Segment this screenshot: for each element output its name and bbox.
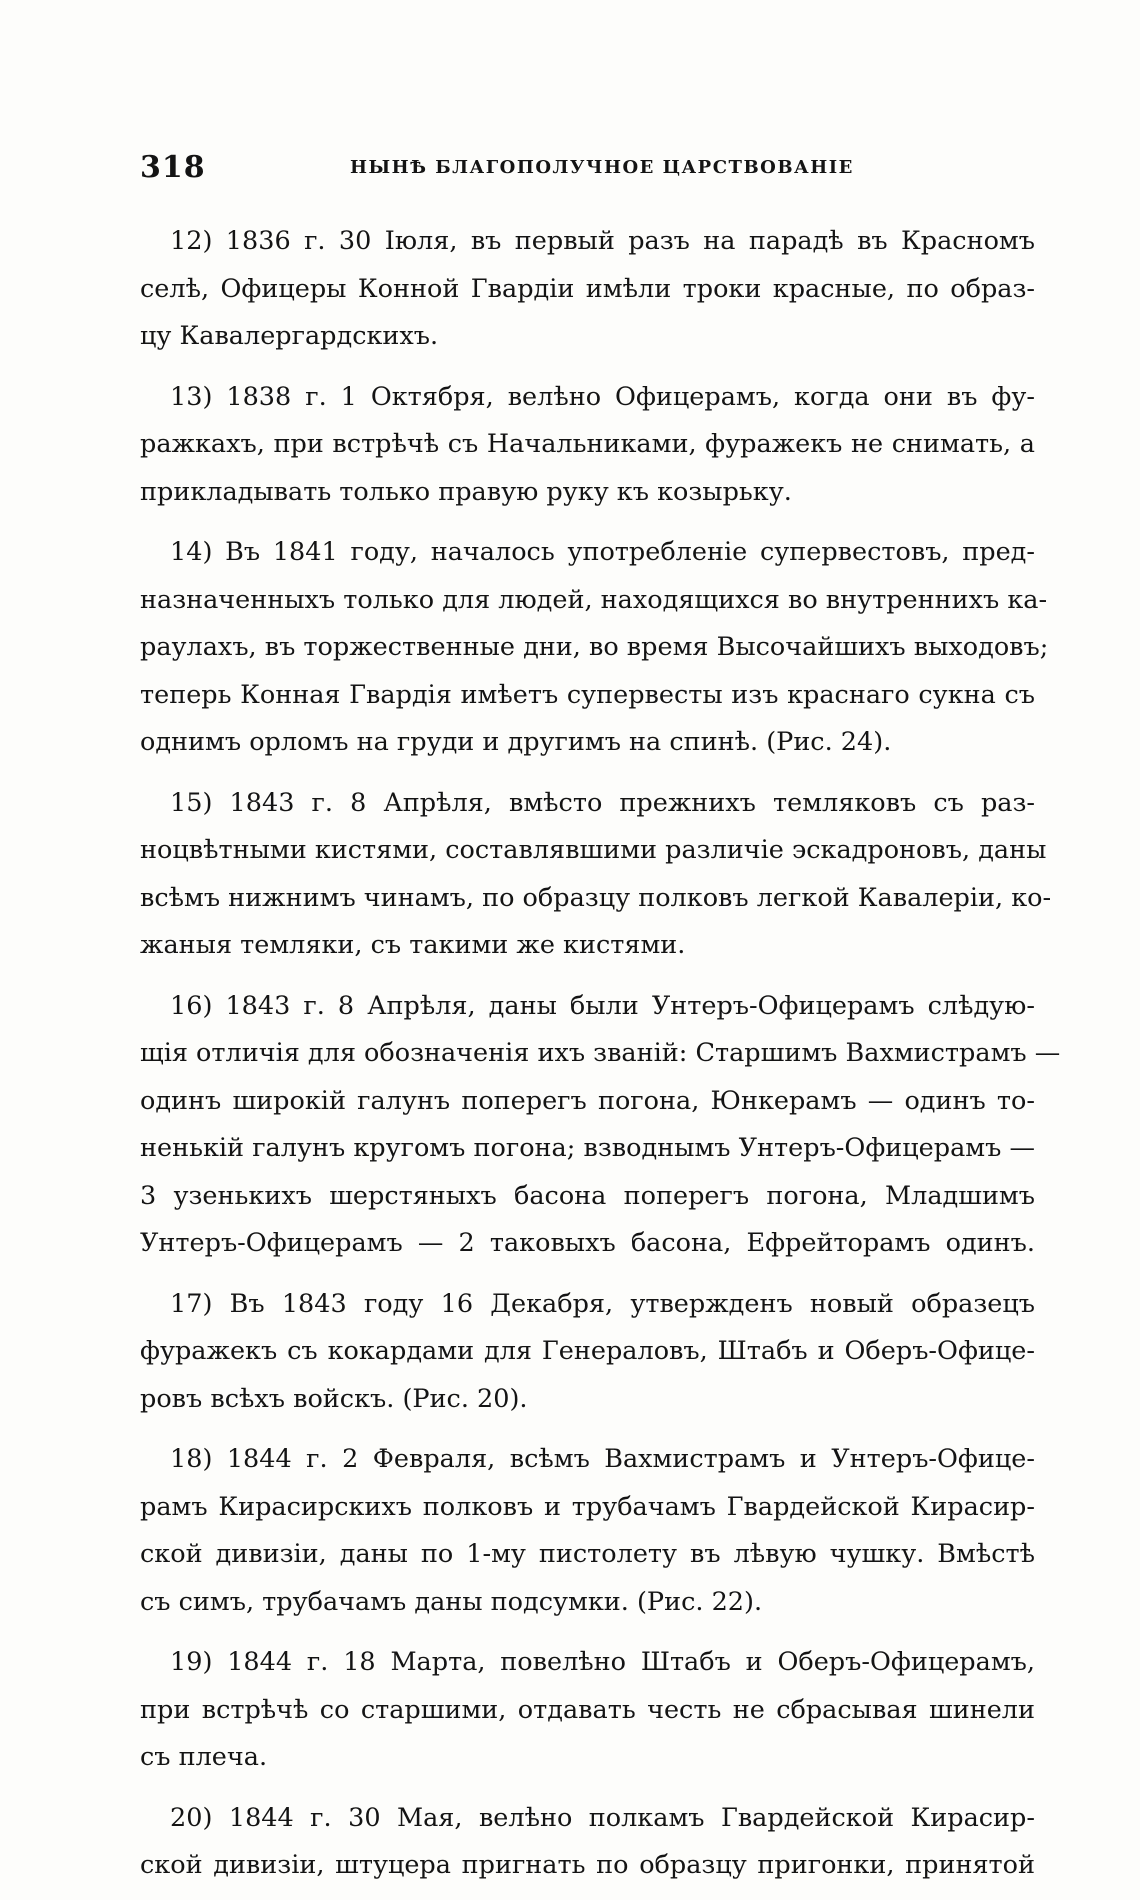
text-line: прикладывать только правую руку къ козырьку. xyxy=(140,476,792,507)
text-line: 16) 1843 г. 8 Апрѣля, даны были Унтеръ-Офицерамъ слѣдую- xyxy=(170,990,1035,1021)
text-line: 12) 1836 г. 30 Іюля, въ первый разъ на парадѣ въ Красномъ xyxy=(170,226,1035,256)
paragraph-20 xyxy=(140,1795,1035,1890)
body-text xyxy=(140,218,1061,1903)
text-line: ской дивизіи, штуцера пригнать по образцу пригонки, принятой xyxy=(140,1850,1035,1880)
text-line: съ симъ, трубачамъ даны подсумки. (Рис. 22). xyxy=(140,1586,763,1617)
text-line: всѣмъ нижнимъ чинамъ, по образцу полковъ легкой Кавалеріи, ко- xyxy=(140,882,1052,913)
text-line: рамъ Кирасирскихъ полковъ и трубачамъ Гвардейской Кирасир- xyxy=(140,1491,1035,1522)
text-line: однимъ орломъ на груди и другимъ на спинѣ. (Рис. 24). xyxy=(140,727,892,757)
text-line: раулахъ, въ торжественные дни, во время Высочайшихъ выходовъ; xyxy=(140,632,1049,662)
text-line: 17) Въ 1843 году 16 Декабря, утвержденъ новый образецъ xyxy=(170,1288,1035,1319)
text-line: фуражекъ съ кокардами для Генераловъ, Штабъ и Оберъ-Офице- xyxy=(140,1336,1035,1366)
paragraph-13 xyxy=(140,374,1035,517)
text-line: одинъ широкій галунъ поперегъ погона, Юнкерамъ — одинъ то- xyxy=(140,1085,1035,1116)
text-line: 19) 1844 г. 18 Марта, повелѣно Штабъ и Оберъ-Офицерамъ, xyxy=(170,1647,1035,1677)
paragraph-14 xyxy=(140,529,1049,767)
paragraph-17 xyxy=(140,1281,1035,1424)
text-line: 20) 1844 г. 30 Мая, велѣно полкамъ Гвардейской Кирасир- xyxy=(170,1802,1035,1833)
text-line: 15) 1843 г. 8 Апрѣля, вмѣсто прежнихъ темляковъ съ раз- xyxy=(170,787,1035,818)
text-line: ноцвѣтными кистями, составлявшими различіе эскадроновъ, даны xyxy=(140,835,1047,865)
text-line: назначенныхъ только для людей, находящихся во внутреннихъ ка- xyxy=(140,584,1048,615)
text-line: 3 узенькихъ шерстяныхъ басона поперегъ погона, Младшимъ xyxy=(140,1180,1035,1211)
page-header xyxy=(140,150,1035,190)
text-line: съ плеча. xyxy=(140,1742,268,1772)
text-line: ражкахъ, при встрѣчѣ съ Начальниками, фуражекъ не снимать, а xyxy=(140,429,1035,459)
text-line: ровъ всѣхъ войскъ. (Рис. 20). xyxy=(140,1383,528,1414)
text-line: Унтеръ-Офицерамъ — 2 таковыхъ басона, Ефрейторамъ одинъ. xyxy=(140,1228,1035,1258)
text-line: теперь Конная Гвардія имѣетъ супервесты изъ краснаго сукна съ xyxy=(140,679,1035,710)
paragraph-16 xyxy=(140,983,1061,1268)
paragraph-15 xyxy=(140,780,1052,970)
text-line: ской дивизіи, даны по 1-му пистолету въ лѣвую чушку. Вмѣстѣ xyxy=(140,1539,1035,1569)
paragraph-19 xyxy=(140,1639,1035,1782)
paragraph-18 xyxy=(140,1436,1035,1626)
text-line: щія отличія для обозначенія ихъ званій: Старшимъ Вахмистрамъ — xyxy=(140,1038,1061,1068)
text-line: 18) 1844 г. 2 Февраля, всѣмъ Вахмистрамъ и Унтеръ-Офице- xyxy=(170,1444,1035,1474)
text-line: цу Кавалергардскихъ. xyxy=(140,321,439,351)
text-line: 13) 1838 г. 1 Октября, велѣно Офицерамъ, когда они въ фу- xyxy=(170,381,1035,412)
text-line: жаныя темляки, съ такими же кистями. xyxy=(140,930,686,960)
paragraph-12 xyxy=(140,218,1035,361)
text-line: 14) Въ 1841 году, началось употребленіе супервестовъ, пред- xyxy=(170,537,1035,567)
text-line: при встрѣчѣ со старшими, отдавать честь не сбрасывая шинели xyxy=(140,1694,1035,1725)
text-line: селѣ, Офицеры Конной Гвардіи имѣли троки красные, по образ- xyxy=(140,273,1035,304)
page-number: 318 xyxy=(140,150,206,185)
text-line: ненькій галунъ кругомъ погона; взводнымъ Унтеръ-Офицерамъ — xyxy=(140,1133,1035,1163)
running-title: НЫНѢ БЛАГОПОЛУЧНОЕ ЦАРСТВОВАНІЕ xyxy=(350,157,854,178)
